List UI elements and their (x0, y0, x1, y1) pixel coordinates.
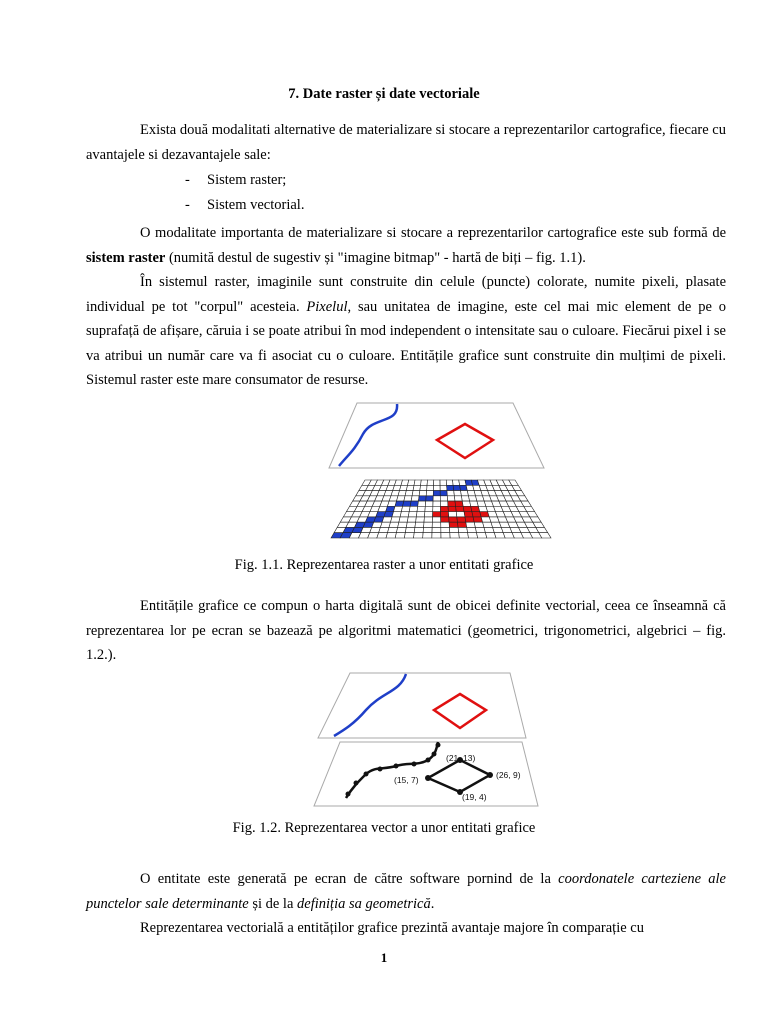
pixel-cell (433, 491, 440, 496)
pixel-cell (400, 512, 409, 517)
pixel-cell (455, 501, 463, 506)
pixel-cell (425, 506, 433, 511)
pixel-cell (391, 517, 401, 522)
figure-caption-vector: Fig. 1.2. Reprezentarea vector a unor entitati grafice (232, 820, 536, 836)
paragraph-entity-generation (86, 867, 726, 916)
pixel-cell (441, 527, 450, 532)
pixel-cell (456, 506, 464, 511)
pixel-cell (423, 527, 432, 532)
text-run: O modalitate importanta de materializare si stocare a reprezentarilor cartografice este sub formă de (140, 225, 726, 241)
pixel-cell (386, 533, 396, 538)
pixel-cell (457, 522, 466, 527)
pixel-cell (440, 491, 447, 496)
pixel-cell (446, 480, 453, 485)
pixel-cell (389, 522, 399, 527)
coord-label: (26, 9) (496, 770, 521, 780)
pixel-cell (448, 501, 456, 506)
pixel-cell (441, 517, 449, 522)
pixel-cell (459, 533, 469, 538)
pixel-cell (448, 506, 456, 511)
pixel-cell (408, 512, 417, 517)
vertex-marker (394, 764, 399, 769)
pixel-cell (433, 485, 440, 490)
pixel-cell (463, 506, 472, 511)
pixel-cell (440, 485, 447, 490)
coord-label: (15, 7) (394, 775, 419, 785)
paragraph-intro: Exista două modalitati alternative de materializare si stocare a reprezentarilor cartografice, fiecare cu avantajele si dezavantajele sale: (86, 122, 726, 163)
pixel-cell (433, 512, 441, 517)
pixel-cell (454, 496, 462, 501)
pixel-cell (424, 512, 432, 517)
pixel-cell (453, 480, 460, 485)
pixel-cell (413, 485, 420, 490)
pixel-cell (401, 506, 410, 511)
bullet-dash: - (185, 172, 190, 188)
coord-label: (19, 4) (462, 792, 487, 802)
text-run: O entitate este generată pe ecran de către software pornind de la (140, 871, 559, 887)
pixel-cell (465, 517, 474, 522)
pixel-cell (447, 491, 454, 496)
pixel-cell (411, 496, 419, 501)
pixel-cell (449, 517, 458, 522)
paragraph-vector-advantages: Reprezentarea vectorială a entităților grafice prezintă avantaje majore în comparație cu (140, 920, 644, 936)
pixel-cell (399, 517, 408, 522)
pixel-cell (392, 512, 401, 517)
pixel-cell (416, 512, 425, 517)
italic-term: Pixelul (306, 298, 348, 315)
vertex-marker (378, 767, 383, 772)
pixel-cell (396, 527, 406, 532)
vertex-marker (354, 781, 359, 786)
pixel-cell (434, 480, 441, 485)
paragraph-raster-pixels (86, 270, 726, 393)
pixel-cell (432, 533, 441, 538)
bullet-item (185, 197, 304, 214)
pixel-cell (425, 501, 433, 506)
pixel-cell (414, 527, 423, 532)
pixel-cell (388, 527, 398, 532)
pixel-cell (440, 480, 447, 485)
pixel-cell (412, 491, 420, 496)
pixel-cell (395, 533, 405, 538)
vertex-marker (436, 743, 441, 748)
pixel-cell (423, 533, 432, 538)
pixel-cell (398, 522, 408, 527)
vertex-marker (432, 752, 437, 757)
pixel-cell (457, 517, 466, 522)
pixel-cell (441, 522, 450, 527)
bullet-item (185, 172, 286, 189)
vertex-marker (425, 775, 431, 781)
figure-vector (310, 670, 540, 810)
vertex-marker (346, 792, 351, 797)
pixel-cell (449, 527, 458, 532)
pixel-cell (427, 480, 434, 485)
coord-label: (21, 13) (446, 753, 476, 763)
pixel-cell (440, 496, 447, 501)
pixel-cell (394, 506, 403, 511)
pixel-cell (409, 506, 418, 511)
pixel-cell (440, 506, 448, 511)
pixel-cell (424, 522, 433, 527)
pixel-cell (458, 527, 468, 532)
pixel-cell (403, 501, 412, 506)
pixel-cell (454, 491, 462, 496)
text-run: (numită destul de sugestiv și "imagine bitmap" - hartă de biți – fig. 1.1). (165, 249, 586, 266)
pixel-cell (414, 480, 421, 485)
pixel-cell (415, 522, 424, 527)
pixel-cell (433, 506, 441, 511)
italic-term: coordonatele carteziene ale punctelor sale determinante (86, 871, 726, 912)
pixel-cell (410, 501, 418, 506)
pixel-cell (456, 512, 465, 517)
pixel-cell (426, 496, 433, 501)
pixel-cell (464, 512, 473, 517)
pixel-cell (432, 527, 441, 532)
bold-term: sistem raster (86, 249, 166, 266)
pixel-cell (377, 533, 388, 538)
pixel-cell (414, 533, 424, 538)
text-run: În sistemul raster, imaginile sunt construite din celule (puncte) colorate, numite pixeli, plasate individual pe tot "corpul" acesteia. (86, 274, 726, 315)
pixel-cell (426, 491, 433, 496)
pixel-cell (427, 485, 434, 490)
pixel-cell (467, 527, 477, 532)
pixel-cell (417, 506, 425, 511)
section-title: 7. Date raster și date vectoriale (288, 86, 480, 102)
pixel-cell (433, 496, 440, 501)
pixel-cell (447, 496, 455, 501)
pixel-cell (468, 533, 478, 538)
pixel-cell (420, 485, 427, 490)
figure-raster (325, 400, 555, 545)
pixel-cell (453, 485, 460, 490)
pixel-cell (466, 522, 476, 527)
pixel-cell (418, 501, 426, 506)
pixel-cell (441, 512, 449, 517)
pixel-cell (432, 517, 440, 522)
pixel-cell (440, 501, 448, 506)
pixel-cell (416, 517, 425, 522)
pixel-grid (331, 480, 551, 538)
pixel-cell (406, 485, 414, 490)
pixel-cell (405, 527, 415, 532)
bullet-dash: - (185, 197, 190, 213)
pixel-cell (447, 485, 454, 490)
vertex-marker (412, 762, 417, 767)
text-run: și de la (248, 895, 298, 912)
italic-term: definiția sa geometrică (297, 895, 431, 912)
pixel-cell (448, 512, 456, 517)
bullet-text: Sistem raster; (207, 172, 287, 188)
pixel-cell (477, 533, 487, 538)
bullet-text: Sistem vectorial. (207, 197, 305, 213)
pixel-cell (424, 517, 433, 522)
vertex-marker (487, 772, 493, 778)
pixel-cell (404, 533, 414, 538)
pixel-cell (419, 491, 426, 496)
pixel-cell (421, 480, 428, 485)
page-number: 1 (380, 950, 388, 965)
pixel-cell (418, 496, 426, 501)
pixel-cell (407, 517, 416, 522)
pixel-cell (405, 491, 413, 496)
vertex-marker (364, 772, 369, 777)
pixel-cell (441, 533, 450, 538)
figure-caption-raster: Fig. 1.1. Reprezentarea raster a unor entitati grafice (234, 557, 534, 573)
vertex-marker (426, 758, 431, 763)
text-run: . (430, 895, 435, 912)
pixel-cell (433, 501, 441, 506)
pixel-cell (432, 522, 441, 527)
pixel-cell (404, 496, 412, 501)
text-run: , sau unitatea de imagine, este cel mai mic element de pe o suprafață de afișare, căruia i se poate atribui în mod independent o intensitate sau o culoare. Fiecărui pixel i se va atribui un număr care va fi asociat cu o culoare. Entitățile grafice sunt construite din mulțimi de pixeli. Sistemul raster este mare consumator de resurse. (86, 298, 726, 388)
paragraph-vector: Entitățile grafice ce compun o harta digitală sunt de obicei definite vectorial, ceea ce înseamnă că reprezentarea lor pe ecran se bazează pe algoritmi matematici (geometrici, trigonometrici, algebrici – fig. 1.2.). (86, 598, 726, 663)
vector-plane (318, 673, 526, 738)
paragraph-raster-definition (86, 221, 726, 270)
pixel-cell (449, 522, 458, 527)
pixel-cell (406, 522, 415, 527)
pixel-cell (450, 533, 460, 538)
